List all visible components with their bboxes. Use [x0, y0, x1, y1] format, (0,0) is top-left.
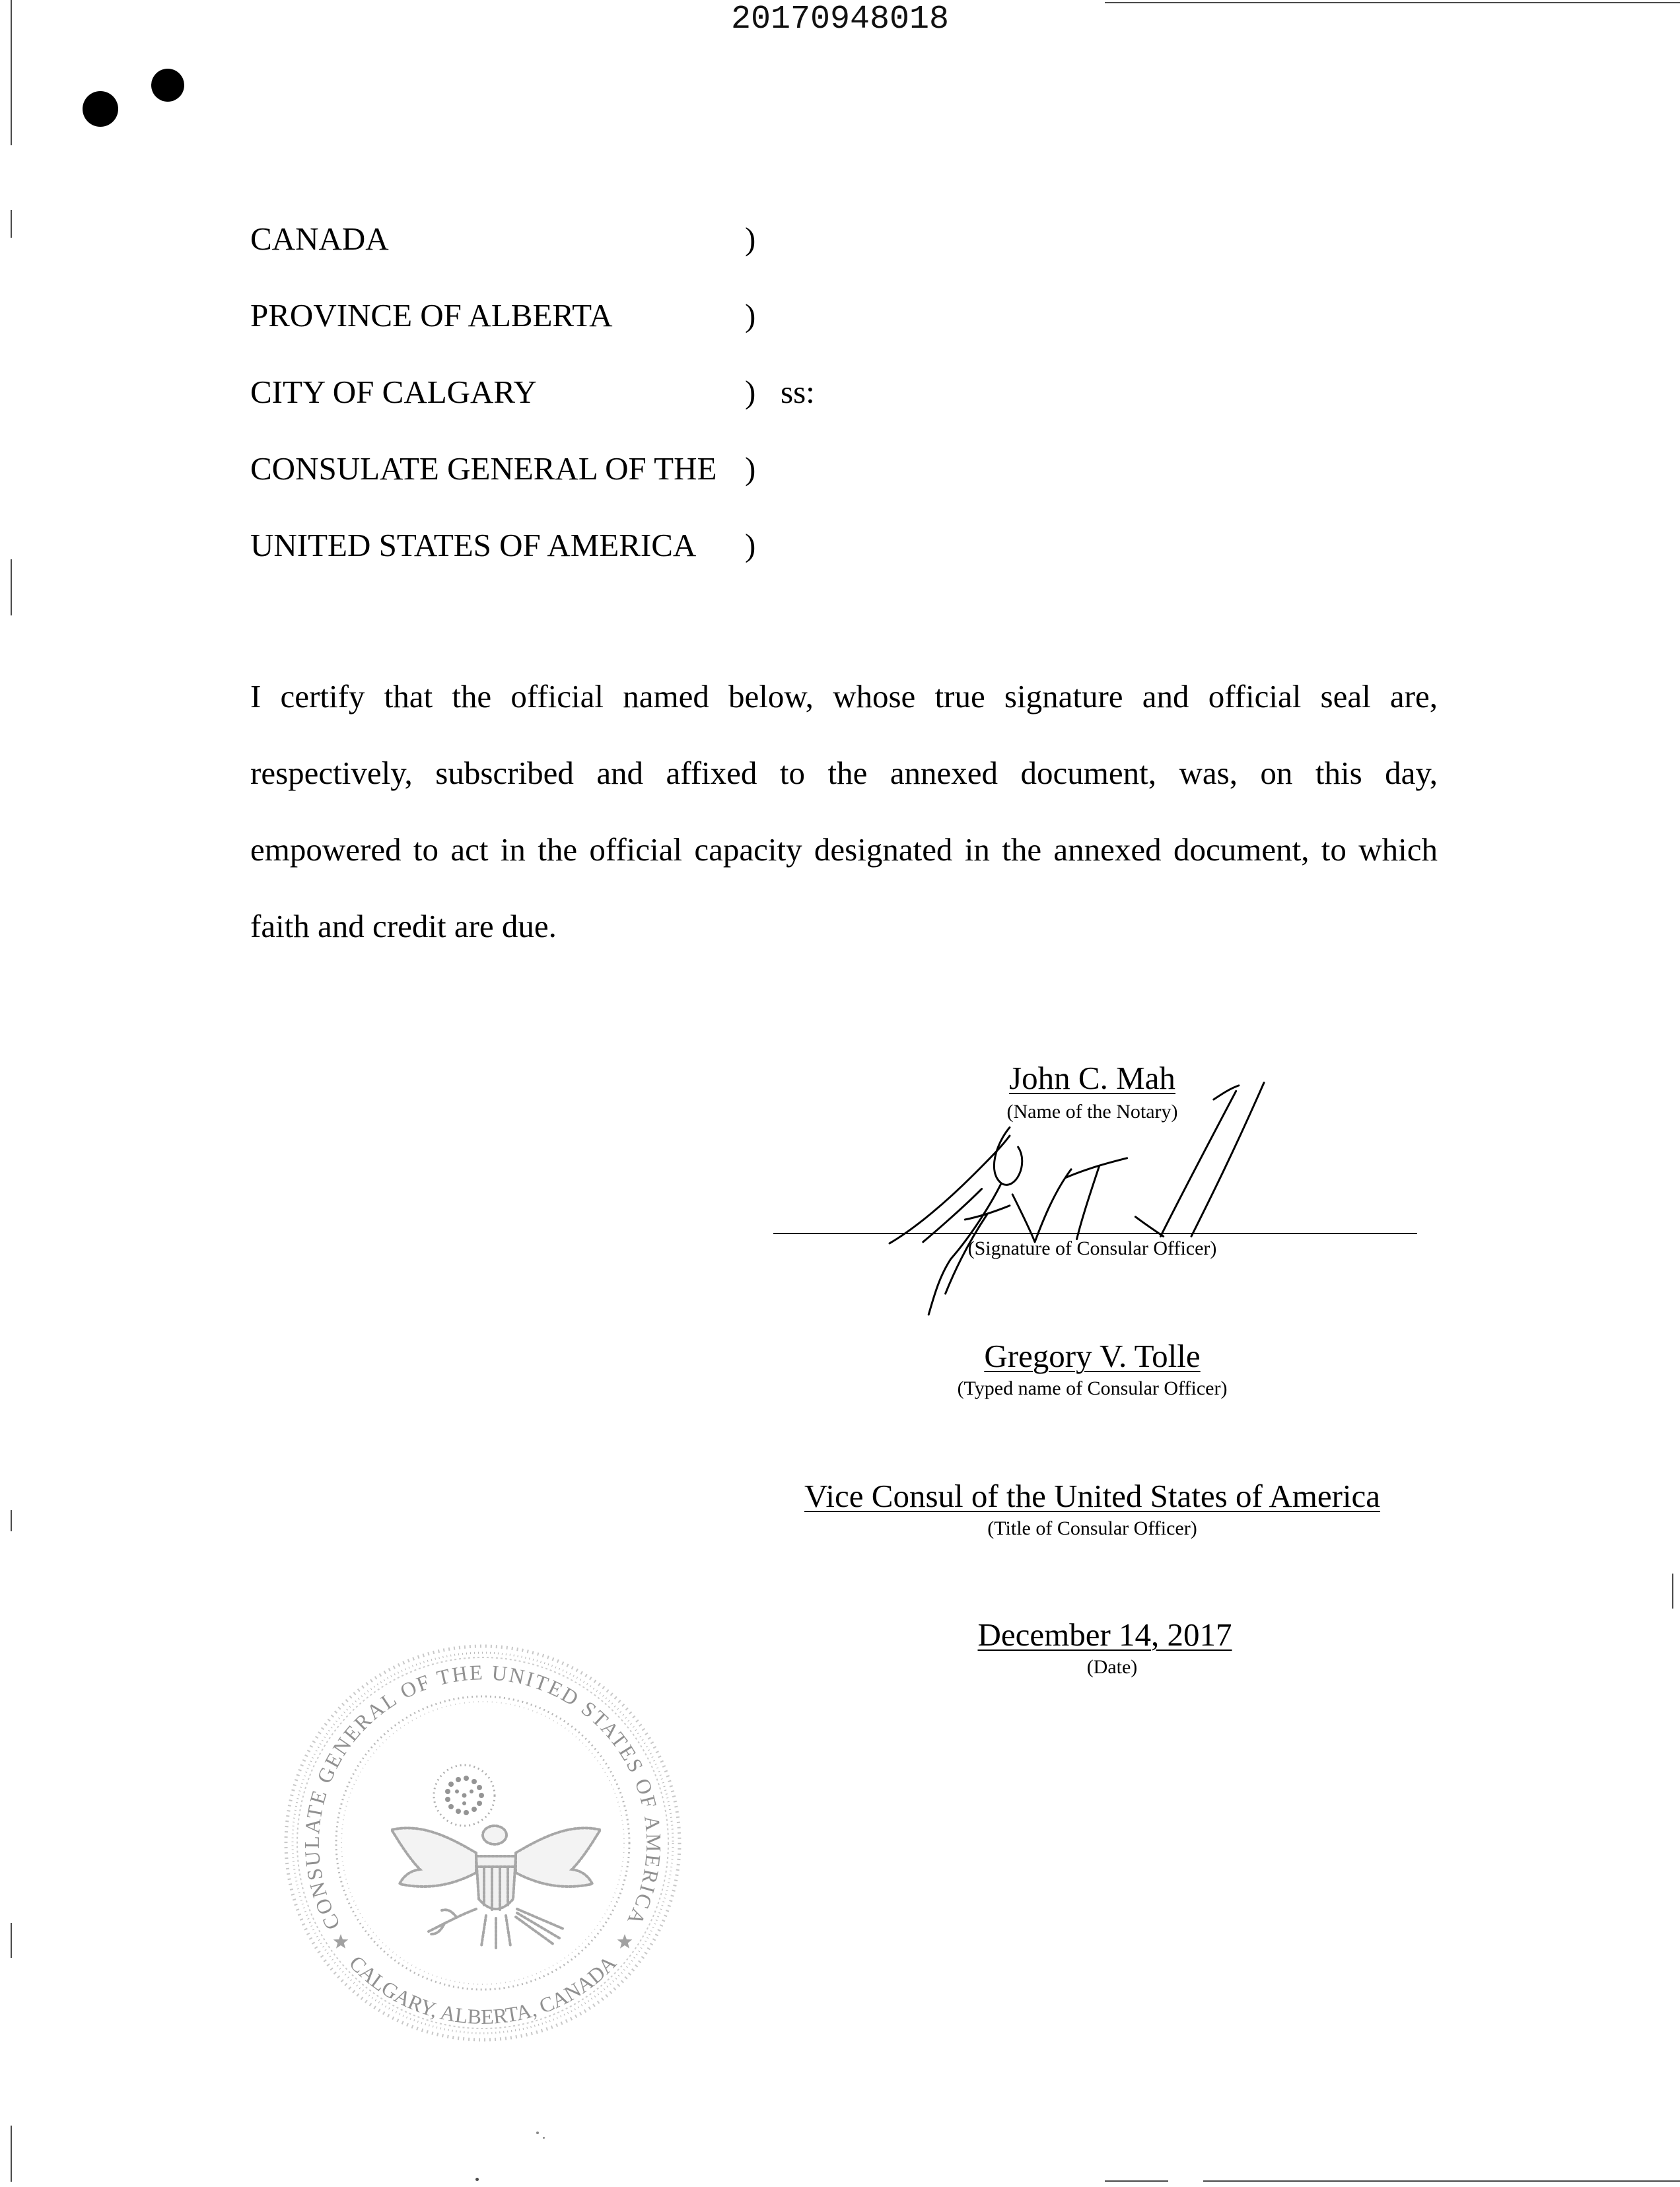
venue-paren: ): [745, 221, 756, 257]
venue-city: CITY OF CALGARY: [250, 374, 537, 410]
signature-date-caption: (Date): [1086, 1656, 1138, 1678]
glory-star: [462, 1801, 466, 1805]
glory-star: [477, 1785, 482, 1790]
venue-province: PROVINCE OF ALBERTA: [250, 297, 613, 333]
seal-eagle: [392, 1826, 600, 1950]
signature-stroke: [928, 1183, 1001, 1315]
scan-artifact-speck: [536, 2132, 539, 2134]
venue-ss: ss:: [781, 374, 815, 410]
signature-caption: (Signature of Consular Officer): [967, 1237, 1217, 1259]
signature-date: December 14, 2017: [977, 1616, 1232, 1653]
consular-seal: [278, 1638, 687, 2048]
glory-star: [462, 1793, 467, 1798]
glory-star: [456, 1777, 461, 1782]
notary-name: John C. Mah: [1009, 1060, 1175, 1096]
scan-artifact-bottom-edge: [1203, 2180, 1680, 2182]
glory-star: [470, 1789, 473, 1793]
glory-star: [479, 1793, 484, 1798]
certification-line: I certify that the official named below, whose true signature and official seal are,: [250, 678, 1438, 714]
certification-line: empowered to act in the official capacity designated in the annexed document, to which: [250, 831, 1438, 868]
glory-star: [456, 1809, 461, 1814]
notary-name-caption: (Name of the Notary): [1006, 1101, 1178, 1123]
seal-top-text-path: CONSULATE GENERAL OF THE UNITED STATES OF AMERICA: [299, 1660, 666, 1934]
certification-line: faith and credit are due.: [250, 908, 557, 944]
scan-artifact-left-edge: [11, 0, 12, 145]
glory-star: [448, 1804, 454, 1809]
glory-star: [445, 1789, 450, 1794]
seal-star: [617, 1934, 633, 1949]
eagle-left-wing: [392, 1828, 476, 1887]
scan-artifact-left-edge: [11, 1923, 12, 1958]
certification-paragraph: [250, 658, 1438, 965]
venue-consulate: CONSULATE GENERAL OF THE: [250, 450, 717, 487]
eagle-shield: [476, 1856, 516, 1909]
signature-stroke: [1077, 1167, 1100, 1239]
scan-artifact-left-edge: [11, 559, 12, 615]
glory-star: [477, 1801, 482, 1806]
venue-paren: ): [745, 374, 756, 410]
signature-stroke: [1135, 1217, 1163, 1237]
eagle-olive-branch: [429, 1909, 476, 1934]
seal-outer-ring: [293, 1653, 673, 2033]
officer-title: Vice Consul of the United States of America: [804, 1478, 1381, 1514]
glory-star: [472, 1807, 477, 1812]
scan-artifact-speck: [475, 2178, 479, 2181]
binding-dot-right: [151, 69, 184, 102]
seal-star: [333, 1934, 349, 1949]
certification-line: respectively, subscribed and affixed to the annexed document, was, on this day,: [250, 755, 1438, 791]
glory-star: [464, 1776, 469, 1781]
scan-artifact-right-edge: [1672, 1574, 1673, 1609]
venue-country-usa: UNITED STATES OF AMERICA: [250, 527, 697, 563]
officer-title-caption: (Title of Consular Officer): [987, 1517, 1197, 1539]
eagle-tail: [481, 1916, 510, 1950]
signature-stroke: [1160, 1091, 1236, 1236]
seal-bottom-text-path: CALGARY, ALBERTA, CANADA: [345, 1951, 621, 2029]
signature-stroke: [923, 1189, 1010, 1241]
eagle-head: [483, 1826, 507, 1844]
glory-star: [445, 1797, 450, 1802]
scan-artifact-left-edge: [11, 1510, 12, 1531]
glory-star: [448, 1782, 454, 1787]
seal-bottom-text: [345, 1951, 621, 2029]
officer-name-caption: (Typed name of Consular Officer): [957, 1377, 1228, 1399]
glory-star: [464, 1810, 469, 1815]
scan-artifact-left-edge: [11, 210, 12, 238]
seal-outer-ring: [286, 1646, 680, 2040]
venue-paren: ): [745, 527, 756, 563]
eagle-right-wing: [516, 1828, 600, 1887]
seal-rings: [286, 1646, 680, 2040]
signature-stroke: [946, 1214, 987, 1294]
eagle-arrows: [516, 1909, 563, 1945]
handwritten-signature: [867, 1063, 1286, 1329]
venue-paren: ): [745, 450, 756, 487]
binding-dot-left: [83, 91, 118, 127]
glory-star: [455, 1789, 459, 1793]
document-number: 20170948018: [730, 1, 950, 38]
signature-stroke: [890, 1136, 1010, 1243]
signature-stroke: [994, 1127, 1022, 1185]
signature-stroke: [1012, 1169, 1071, 1242]
seal-glory: [434, 1765, 495, 1826]
scan-artifact-bottom-edge: [1105, 2180, 1168, 2182]
glory-star: [472, 1779, 477, 1784]
venue-paren: ): [745, 297, 756, 333]
scan-artifact-left-edge: [11, 2126, 12, 2182]
scan-artifact-top-edge: [1105, 2, 1680, 3]
officer-name: Gregory V. Tolle: [984, 1338, 1201, 1374]
venue-country: CANADA: [250, 221, 389, 257]
scan-artifact-speck: [543, 2137, 545, 2139]
